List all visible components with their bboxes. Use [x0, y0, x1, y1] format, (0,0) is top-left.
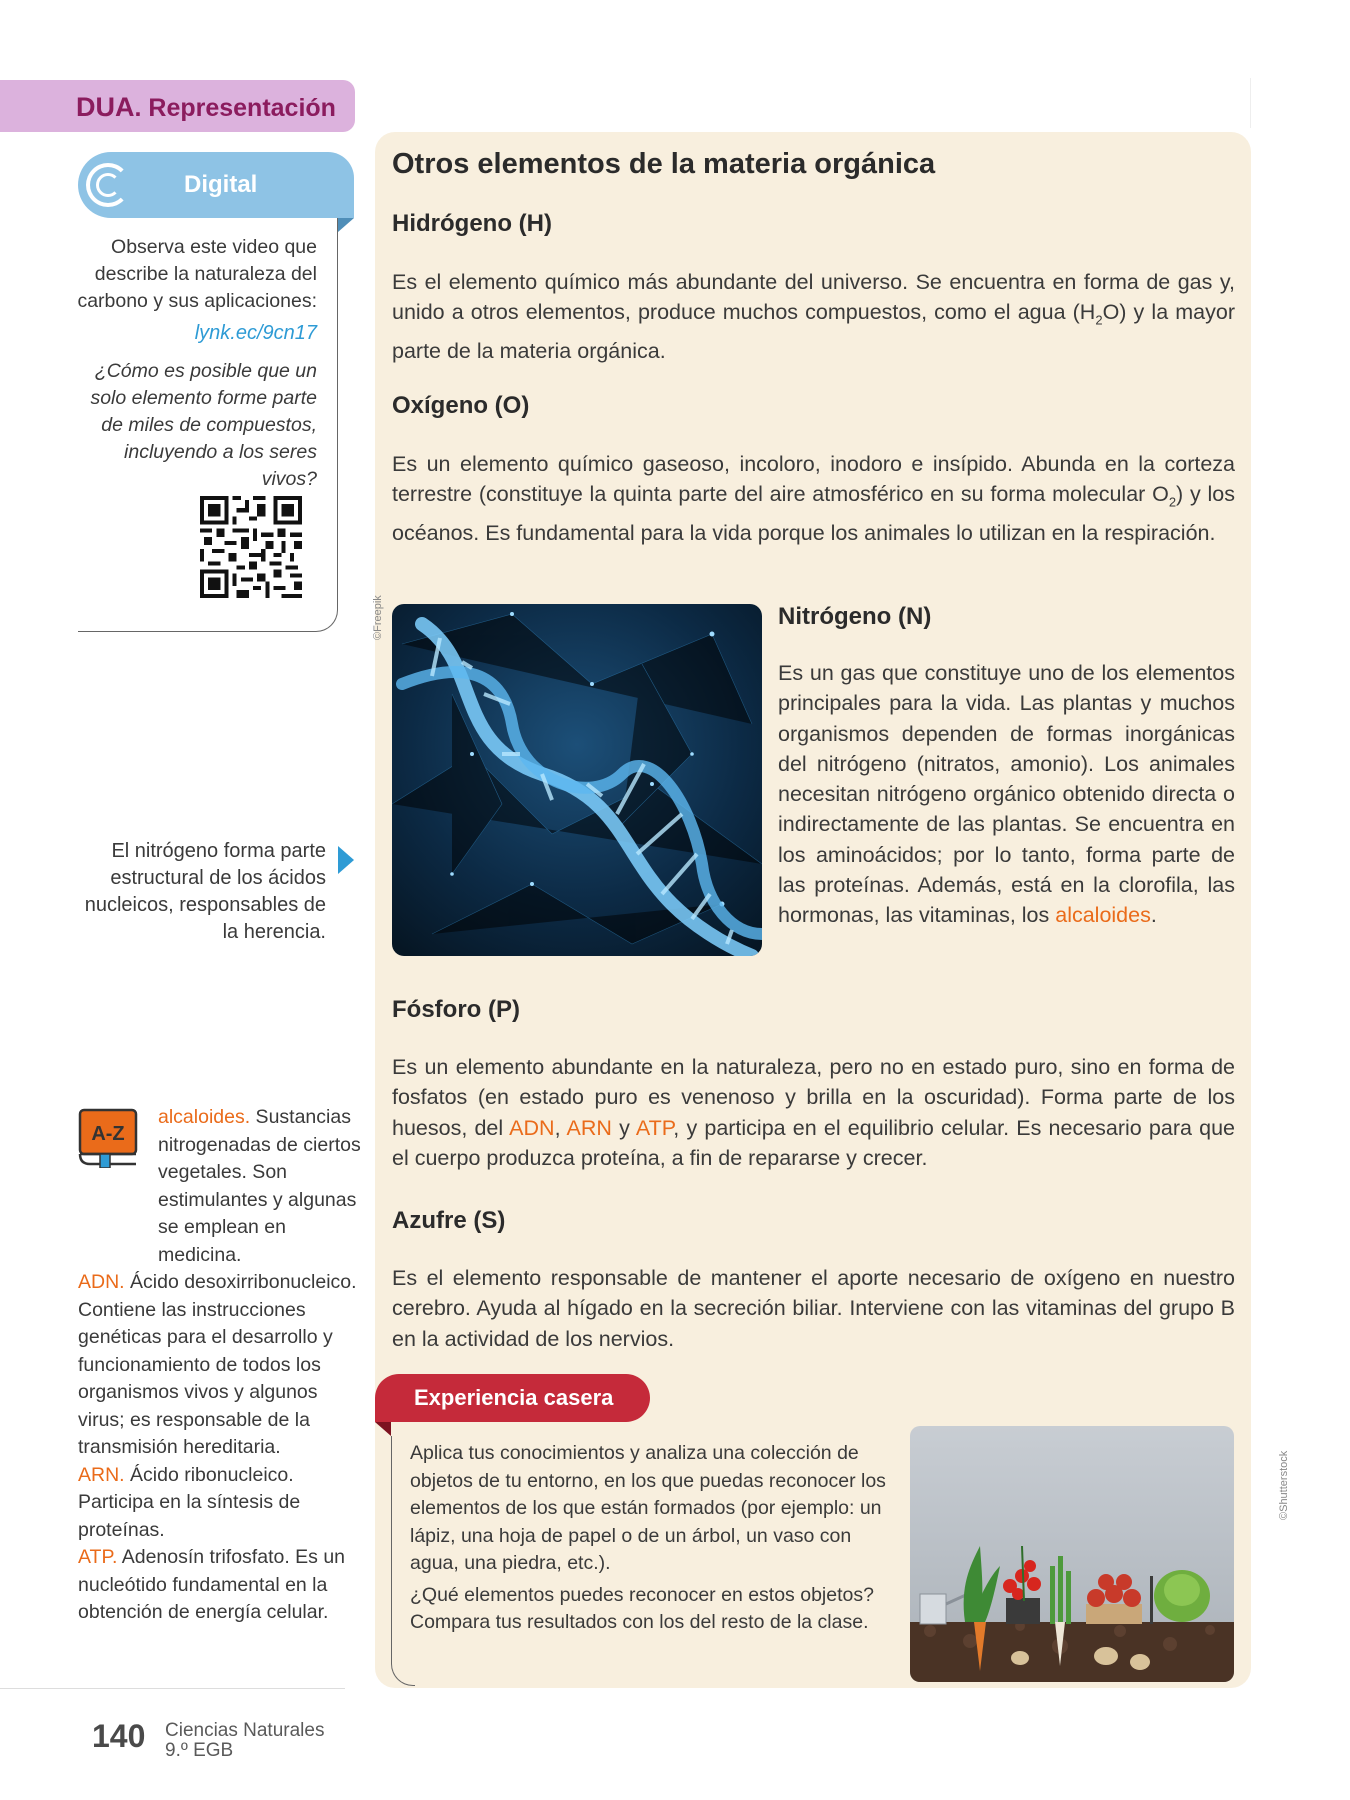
phosphorus-term-atp[interactable]: ATP	[635, 1115, 674, 1140]
vegetables-credit: ©Shutterstock	[1278, 1450, 1290, 1520]
dna-credit: ©Freepik	[372, 595, 384, 640]
vegetables-soil-image	[910, 1426, 1234, 1682]
dna-image	[392, 604, 762, 956]
glossary-term: ADN.	[78, 1271, 125, 1293]
experience-label: Experiencia casera	[414, 1385, 614, 1410]
glossary	[78, 1104, 362, 1627]
digital-question: ¿Cómo es posible que un solo elemento forme parte de miles de compuestos, incluyendo a los seres vivos?	[90, 360, 317, 490]
experience-instruction: Aplica tus conocimientos y analiza una colección de objetos de tu entorno, en los que puedas reconocer los elementos de los que están formados (por ejemplo: un lápiz, una hoja de papel o de un árbol, un vaso con agua, una piedra, etc.).	[410, 1442, 886, 1574]
dua-banner	[0, 80, 355, 132]
page-title: Otros elementos de la materia orgánica	[392, 148, 936, 180]
experience-question: ¿Qué elementos puedes reconocer en estos objetos? Compara tus resultados con los del resto de la clase.	[410, 1583, 874, 1633]
phosphorus-text-b: , y participa en el equilibrio celular. Es necesario para que el cuerpo produzca proteína, a fin de repararse y crecer.	[392, 1115, 1236, 1170]
hydrogen-text-b: O) y la mayor parte de la materia orgánica.	[392, 300, 1235, 363]
phosphorus-term-adn[interactable]: ADN	[509, 1115, 555, 1140]
svg-text:A-Z: A-Z	[91, 1123, 125, 1145]
note-arrow-icon	[338, 846, 354, 874]
experience-tab	[375, 1374, 650, 1422]
phosphorus-term-arn[interactable]: ARN	[566, 1115, 612, 1140]
hydrogen-subscript: 2	[1095, 312, 1103, 328]
hydrogen-heading: Hidrógeno (H)	[392, 210, 552, 237]
footer-grade: 9.º EGB	[165, 1740, 234, 1761]
glossary-definition: Sustancias nitrogenadas de ciertos vegetales. Son estimulantes y algunas se emplean en medicina.	[158, 1106, 361, 1266]
phosphorus-sep: y	[611, 1115, 636, 1140]
dua-label: DUA	[76, 92, 135, 122]
experience-tab-fold	[375, 1422, 391, 1436]
glossary-entry-adn	[78, 1269, 362, 1462]
glossary-entry-atp	[78, 1544, 362, 1627]
nitrogen-term-alcaloides[interactable]: alcaloides	[1055, 903, 1151, 928]
phosphorus-heading: Fósforo (P)	[392, 996, 520, 1023]
glossary-definition: Ácido ribonucleico. Participa en la síntesis de proteínas.	[78, 1463, 301, 1541]
nitrogen-text-a: Es un gas que constituye uno de los elementos principales para la vida. Las plantas y muchos organismos dependen de formas inorgánicas del nitrógeno (nitratos, amonio). Los animales necesitan nitrógeno orgánico obtenido directa o indirectamente de las plantas. Se encuentra en los aminoácidos; por lo tanto, forma parte de las proteínas. Además, está en la clorofila, las hormonas, las vitaminas, los	[778, 661, 1235, 928]
phosphorus-sep: ,	[554, 1115, 567, 1140]
oxygen-text	[392, 449, 1235, 548]
glossary-term: alcaloides.	[158, 1106, 251, 1128]
nitrogen-text	[778, 658, 1235, 931]
digital-logo-inner-icon	[96, 173, 120, 197]
nitrogen-text-b: .	[1150, 903, 1157, 928]
glossary-term: ARN.	[78, 1463, 125, 1486]
hydrogen-text	[392, 267, 1235, 366]
experience-text	[410, 1440, 896, 1641]
qr-code-icon[interactable]	[200, 496, 302, 598]
margin-note: El nitrógeno forma parte estructural de los ácidos nucleicos, responsables de la herencia.	[84, 840, 326, 943]
glossary-definition: Ácido desoxirribonucleico. Contiene las instrucciones genéticas para el desarrollo y funcionamiento de todos los organismos vivos y algunos virus; es responsable de la transmisión hereditaria.	[78, 1271, 357, 1458]
sulfur-text: Es el elemento responsable de mantener el aporte necesario de oxígeno en nuestro cerebro. Ayuda al hígado en la secreción biliar. Interviene con las vitaminas del grupo B en la actividad de los nervios.	[392, 1266, 1235, 1351]
digital-tab	[78, 152, 354, 218]
footer-divider	[0, 1688, 345, 1689]
glossary-term: ATP.	[78, 1546, 118, 1568]
glossary-definition: Adenosín trifosfato. Es un nucleótido fundamental en la obtención de energía celular.	[78, 1546, 346, 1623]
nitrogen-heading: Nitrógeno (N)	[778, 603, 932, 630]
oxygen-text-a: Es un elemento químico gaseoso, incoloro, inodoro e insípido. Abunda en la corteza terrestre (constituye la quinta parte del aire atmosférico en su forma molecular O	[392, 452, 1235, 507]
footer-subject-name: Ciencias Naturales	[165, 1720, 325, 1741]
glossary-entry-alcaloides	[78, 1104, 362, 1269]
dua-subtitle: . Representación	[134, 94, 336, 122]
phosphorus-text-a: Es un elemento abundante en la naturaleza, pero no en estado puro, sino en forma de fosfatos (en estado puro es venenoso y brilla en la oscuridad). Forma parte de los huesos, del	[392, 1055, 1235, 1140]
glossary-entry-arn	[78, 1462, 362, 1545]
oxygen-subscript: 2	[1168, 494, 1177, 510]
digital-label: Digital	[184, 171, 258, 198]
oxygen-text-b: ) y los océanos. Es fundamental para la vida porque los animales lo utilizan en la respiración.	[392, 482, 1235, 545]
sulfur-heading: Azufre (S)	[392, 1207, 506, 1234]
digital-link[interactable]: lynk.ec/9cn17	[194, 322, 317, 344]
digital-box	[78, 218, 338, 632]
hydrogen-text-a: Es el elemento químico más abundante del universo. Se encuentra en forma de gas y, unido a otros elementos, produce muchos compuestos, como el agua (H	[392, 270, 1235, 325]
page-edge-line	[1250, 78, 1251, 128]
digital-tab-fold	[338, 218, 354, 232]
page-number: 140	[92, 1718, 146, 1754]
digital-intro: Observa este video que describe la naturaleza del carbono y sus aplicaciones:	[77, 236, 317, 312]
footer-subject	[165, 1721, 324, 1761]
phosphorus-text	[392, 1052, 1235, 1173]
oxygen-heading: Oxígeno (O)	[392, 392, 530, 419]
